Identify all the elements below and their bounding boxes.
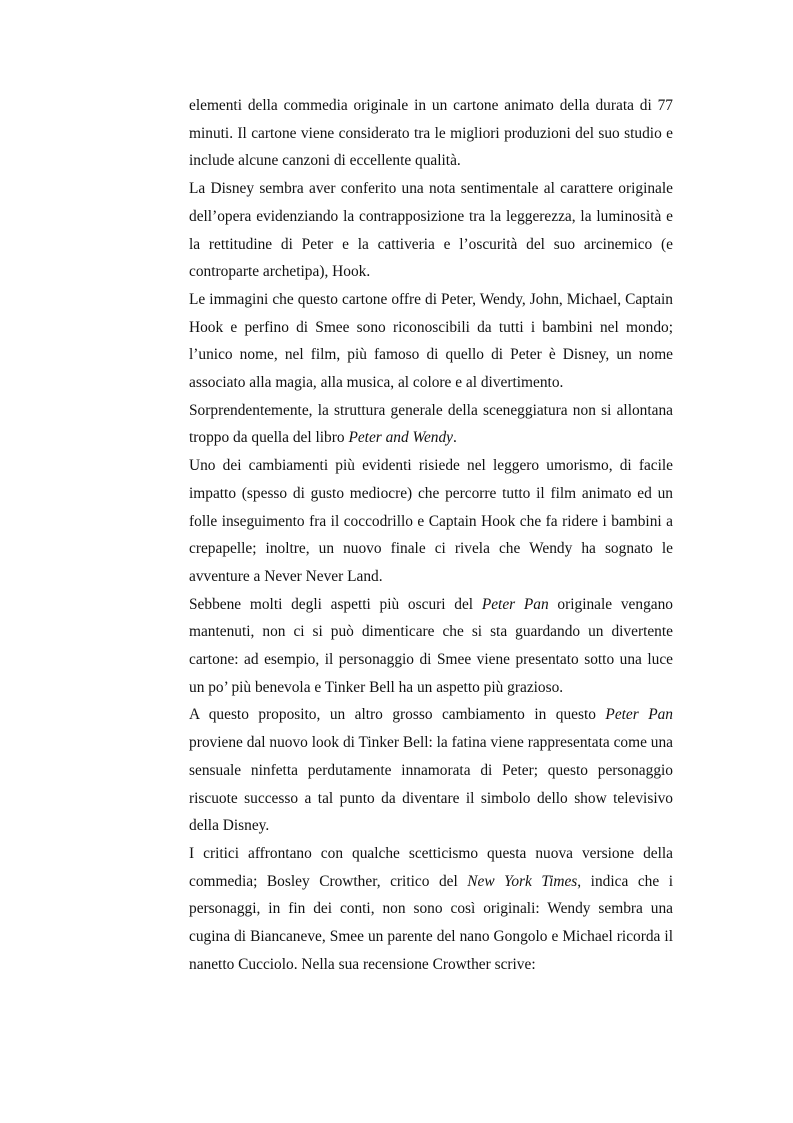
text-run: proviene dal nuovo look di Tinker Bell: la fatina viene rappresentata come una sensuale ninfetta perdutamente innamorata di Peter; questo personaggio riscuote successo a tal punto da diventare il simbolo dello show televisivo della Disney. [189, 734, 673, 835]
italic-title: New York Times [467, 872, 578, 890]
paragraph-4 [189, 397, 673, 452]
text-run: La Disney sembra aver conferito una nota sentimentale al carattere originale dell’opera evidenziando la contrapposizione tra la leggerezza, la luminosità e la rettitudine di Peter e la cattiveria e l’oscurità del suo arcinemico (e controparte archetipa), Hook. [189, 180, 673, 281]
body-text [189, 92, 673, 979]
text-run: Sorprendentemente, la struttura generale della sceneggiatura non si allontana troppo da quella del libro [189, 401, 673, 447]
text-run: A questo proposito, un altro grosso cambiamento in questo [189, 706, 606, 724]
paragraph-1 [189, 92, 673, 175]
paragraph-6 [189, 591, 673, 702]
paragraph-2 [189, 175, 673, 286]
text-run: Uno dei cambiamenti più evidenti risiede nel leggero umorismo, di facile impatto (spesso di gusto mediocre) che percorre tutto il film animato ed un folle inseguimento fra il coccodrillo e Captain Hook che fa ridere i bambini a crepapelle; inoltre, un nuovo finale ci rivela che Wendy ha sognato le avventure a Never Never Land. [189, 457, 673, 585]
paragraph-5 [189, 452, 673, 591]
text-run: originale vengano mantenuti, non ci si può dimenticare che si sta guardando un divertente cartone: ad esempio, il personaggio di Smee viene presentato sotto una luce un po’ più benevola e Tinker Bell ha un aspetto più grazioso. [189, 595, 673, 696]
paragraph-7 [189, 701, 673, 840]
italic-title: Peter Pan [605, 706, 674, 724]
text-run: Sebbene molti degli aspetti più oscuri del [189, 595, 482, 613]
text-run: I critici affrontano con qualche scetticismo questa nuova versione della commedia; Bosley Crowther, critico del [189, 844, 673, 890]
text-run: elementi della commedia originale in un cartone animato della durata di 77 minuti. Il cartone viene considerato tra le migliori produzioni del suo studio e include alcune canzoni di eccellente qualità. [189, 97, 673, 170]
italic-title: Peter and Wendy [348, 429, 454, 447]
text-run: , indica che i personaggi, in fin dei conti, non sono così originali: Wendy sembra una cugina di Biancaneve, Smee un parente del nano Gongolo e Michael ricorda il nanetto Cucciolo. Nella sua recensione Crowther scrive: [189, 872, 673, 973]
italic-title: Peter Pan [481, 595, 549, 613]
paragraph-3 [189, 286, 673, 397]
text-run: . [453, 429, 457, 447]
paragraph-8 [189, 840, 673, 979]
text-run: Le immagini che questo cartone offre di Peter, Wendy, John, Michael, Captain Hook e perfino di Smee sono riconoscibili da tutti i bambini nel mondo; l’unico nome, nel film, più famoso di quello di Peter è Disney, un nome associato alla magia, alla musica, al colore e al divertimento. [189, 290, 673, 392]
